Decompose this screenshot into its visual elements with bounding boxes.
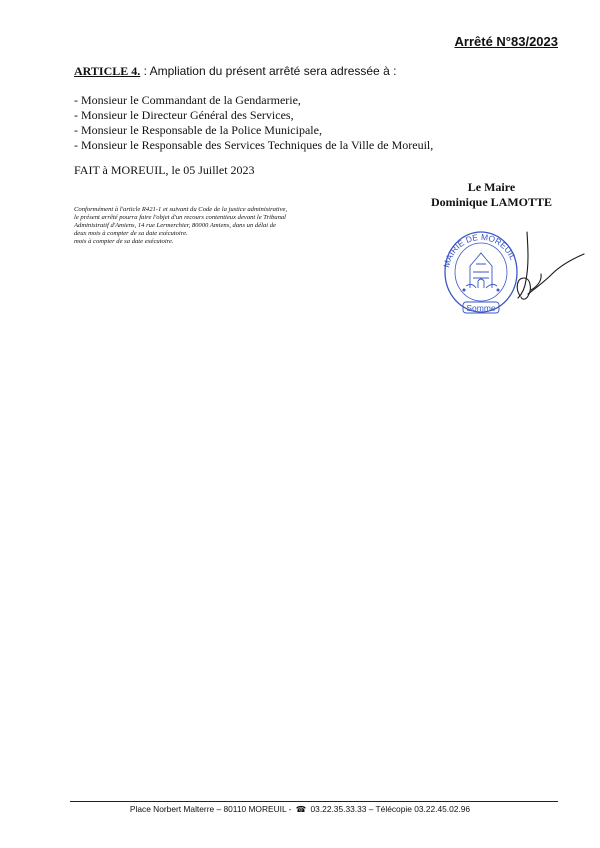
legal-line: mois à compter de sa date exécutoire. [74, 238, 174, 245]
mayor-name: Dominique LAMOTTE [430, 195, 552, 209]
recipient-item: - Monsieur le Responsable des Services Techniques de la Ville de Moreuil, [74, 138, 434, 152]
article-line [74, 64, 396, 79]
recipient-item: - Monsieur le Directeur Général des Services, [74, 108, 294, 122]
article-text: : Ampliation du présent arrêté sera adressée à : [140, 64, 397, 78]
recipient-item: - Monsieur le Responsable de la Police Municipale, [74, 123, 322, 137]
telephone-icon: ☎ [295, 804, 307, 814]
footer-address: Place Norbert Malterre – 80110 MOREUIL - [129, 804, 294, 814]
footer-contact [0, 804, 600, 814]
recipient-item: - Monsieur le Commandant de la Gendarmerie, [74, 93, 301, 107]
decree-reference: Arrêté N°83/2023 [454, 34, 558, 49]
mayor-title: Le Maire [467, 180, 516, 194]
legal-line: deux mois à compter de sa date exécutoire. [74, 230, 188, 237]
legal-notice [74, 206, 344, 246]
svg-text:Somme: Somme [466, 303, 496, 313]
svg-text:MAIRIE DE MOREUIL: MAIRIE DE MOREUIL [441, 231, 519, 269]
legal-line: Conformément à l'article R421-1 et suivant du Code de la justice administrative, [74, 206, 288, 213]
handwritten-signature-icon [500, 228, 590, 308]
signed-place-date: FAIT à MOREUIL, le 05 Juillet 2023 [74, 163, 255, 177]
article-label: ARTICLE 4. [74, 64, 141, 78]
mayor-block [431, 180, 552, 210]
legal-line: le présent arrêté pourra faire l'objet d'un recours contentieux devant le Tribunal [74, 214, 287, 221]
footer-phone: 03.22.35.33.33 – Télécopie 03.22.45.02.96 [308, 804, 471, 814]
legal-line: Administratif d'Amiens, 14 rue Lermerchier, 80000 Amiens, dans un délai de [74, 222, 276, 229]
recipient-list [74, 93, 433, 153]
footer-divider [70, 801, 558, 802]
